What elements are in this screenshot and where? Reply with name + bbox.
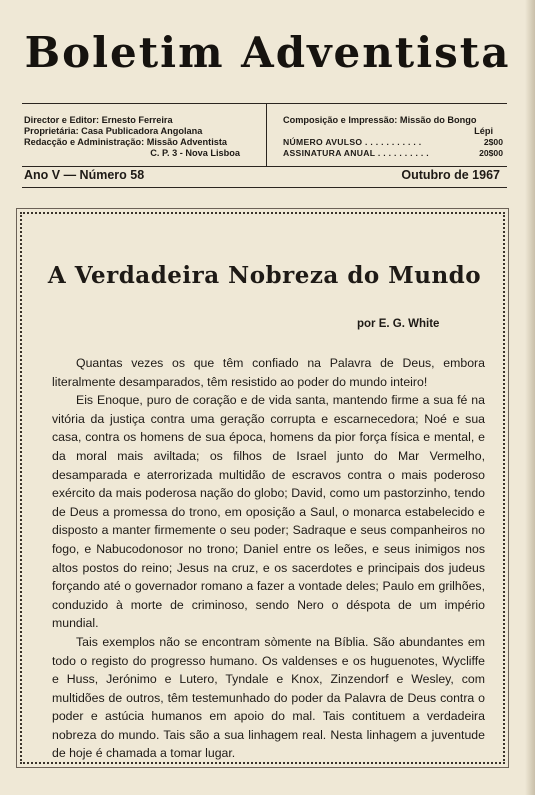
single-issue-price: 2$00 (483, 137, 503, 147)
article-paragraph: Eis Enoque, puro de coração e de vida santa, mantendo firme a sua fé na vitória da justiça contra uma geração corrupta e escarnecedora; Noé e sua casa, contra os homens de sua época, homens da pior força física e mental, e da moral mais aviltada; os filhos de Israel junto do Mar Vermelho, desamparada e aterrorizada multidão de escravos contra o mais poderoso exército da mais poderosa nação do globo; David, como um pastorzinho, tendo de Deus a promessa do trono, em oposição a Saul, o monarca estabelecido e disposto a manter firmemente o seu poder; Sadraque e seus companheiros no fogo, e Nabucodonosor no trono; Daniel entre os leões, e seus inimigos nos altos postos do reino; Jesus na cruz, e os sacerdotes e principais dos judeus forçando até o governador romano a fazer a vontade deles; Paulo em grilhões, conduzido à morte de criminoso, sendo Nero o déspota de um império mundial. (52, 393, 485, 631)
article-title: A Verdadeira Nobreza do Mundo (47, 262, 482, 289)
subscription-label: ASSINATURA ANUAL . . . . . . . . . . (283, 147, 429, 158)
single-issue-label: NÚMERO AVULSO . . . . . . . . . . . (283, 137, 422, 147)
article-paragraph: Quantas vezes os que têm confiado na Palavra de Deus, embora literalmente desamparados, têm resistido ao poder do mundo inteiro! (52, 356, 485, 389)
printing-place: Lépi (474, 126, 493, 136)
office-line: Redacção e Administração: Missão Adventista (24, 137, 228, 147)
issue-row (24, 168, 500, 182)
subscription-price-row (283, 148, 503, 159)
article-byline: por E. G. White (357, 318, 440, 330)
printing-info (283, 115, 503, 158)
subscription-price: 20$00 (479, 147, 503, 158)
header-mid-rule (22, 166, 507, 167)
issue-date: Outubro de 1967 (401, 168, 500, 182)
article-paragraph: Tais exemplos não se encontram sòmente na Bíblia. São abundantes em todo o registo do progresso humano. Os valdenses e os huguenotes, Wycliffe e Huss, Jerónimo e Lutero, Tyndale e Knox, Zinzendorf e Wesley, com multidões de outros, têm testemunhado do poder da Palavra de Deus contra o poder e astúcia humanos em apoio do mal. Tais contituem a verdadeira nobreza do mundo. Tais são a sua linhagem real. Nesta linhagem a juventude de hoje é chamada a tomar lugar. (52, 634, 485, 761)
editorial-info (24, 115, 254, 159)
page-edge-shadow (525, 0, 535, 795)
single-issue-price-row (283, 137, 503, 148)
article-body (52, 354, 485, 763)
header-top-rule (22, 103, 507, 104)
issue-number: Ano V — Número 58 (24, 168, 145, 182)
header-bottom-rule (22, 187, 507, 188)
masthead-title: Boletim Adventista (24, 28, 511, 77)
header-column-divider (266, 103, 267, 166)
address-line: C. P. 3 - Nova Lisboa (150, 148, 240, 158)
director-line: Director e Editor: Ernesto Ferreira (24, 115, 173, 125)
owner-line: Proprietária: Casa Publicadora Angolana (24, 126, 203, 136)
printing-line: Composição e Impressão: Missão do Bongo (283, 115, 477, 125)
